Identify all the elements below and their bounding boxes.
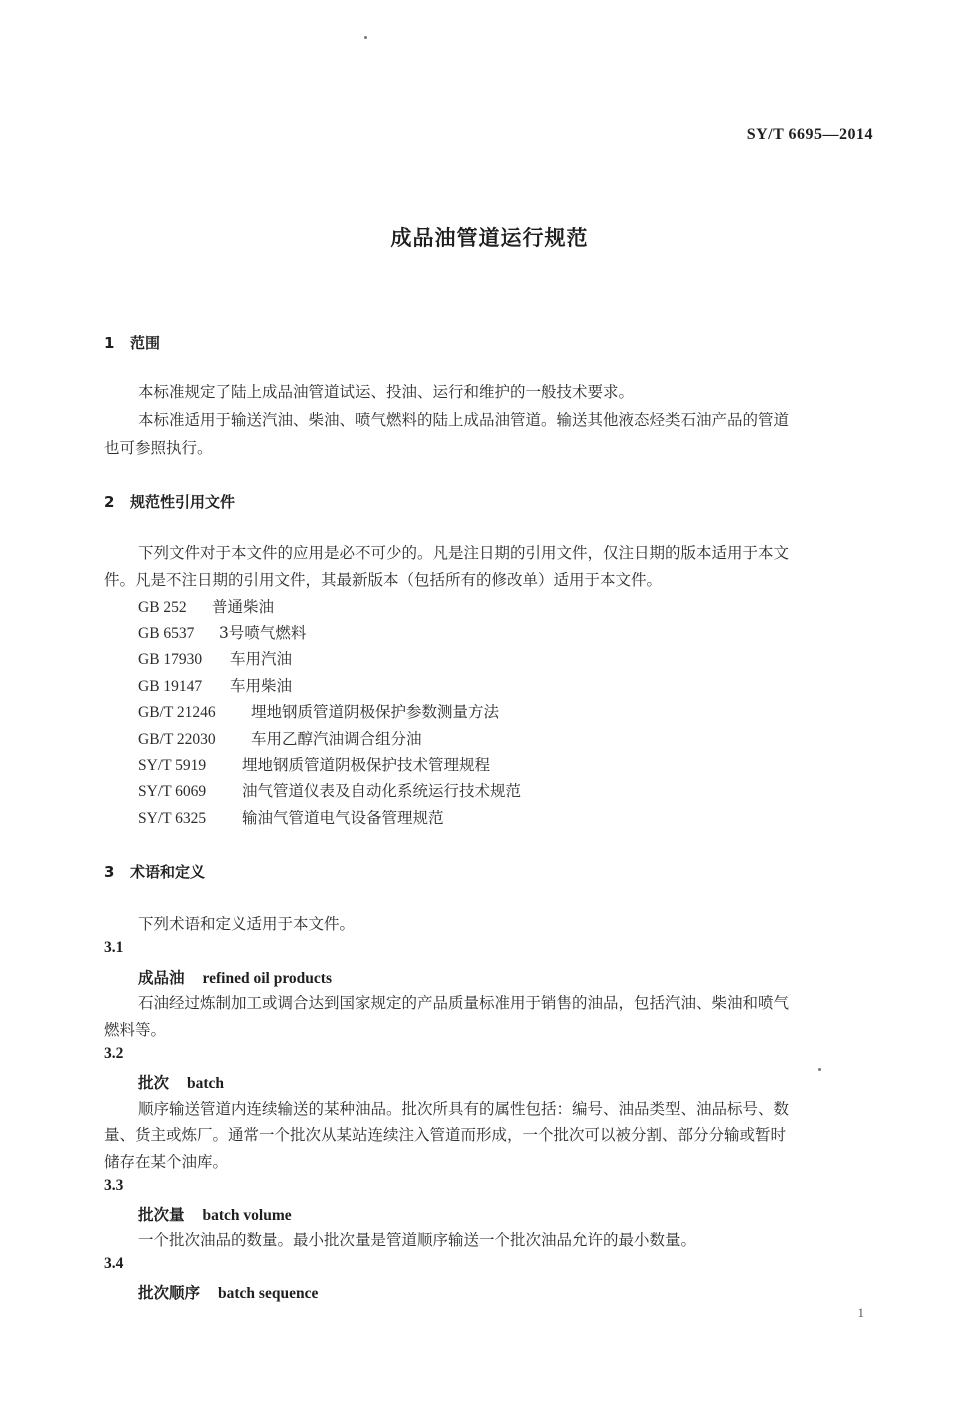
section-heading bbox=[104, 491, 235, 512]
reference-code: SY/T 6069 bbox=[138, 783, 207, 800]
reference-item bbox=[138, 806, 444, 828]
reference-item bbox=[138, 779, 521, 801]
reference-code: GB/T 22030 bbox=[138, 731, 216, 748]
term-en: refined oil products bbox=[202, 970, 332, 987]
term-definition: 储存在某个油库。 bbox=[104, 1153, 229, 1171]
term-definition: 量、货主或炼厂。通常一个批次从某站连续注入管道而形成，一个批次可以被分割、部分分输或暂时 bbox=[104, 1126, 787, 1144]
reference-code: SY/T 5919 bbox=[138, 757, 207, 774]
section-heading bbox=[104, 332, 160, 353]
paragraph: 本标准规定了陆上成品油管道试运、投油、运行和维护的一般技术要求。 bbox=[138, 383, 635, 401]
section-title: 规范性引用文件 bbox=[130, 493, 236, 511]
term-number: 3.1 bbox=[104, 939, 124, 956]
document-title: 成品油管道运行规范 bbox=[390, 226, 589, 250]
term-en: batch sequence bbox=[218, 1285, 319, 1302]
reference-name: 车用汽油 bbox=[230, 650, 293, 668]
term-number: 3.3 bbox=[104, 1177, 124, 1194]
term-title bbox=[138, 1203, 292, 1225]
term-definition: 一个批次油品的数量。最小批次量是管道顺序输送一个批次油品允许的最小数量。 bbox=[138, 1231, 697, 1249]
section-number: 3 bbox=[104, 863, 115, 881]
term-title bbox=[138, 1281, 318, 1303]
reference-code: GB 17930 bbox=[138, 651, 203, 668]
term-title bbox=[138, 1071, 224, 1093]
reference-name: 油气管道仪表及自动化系统运行技术规范 bbox=[242, 782, 522, 800]
reference-name: 埋地钢质管道阴极保护技术管理规程 bbox=[242, 756, 491, 774]
paragraph: 也可参照执行。 bbox=[104, 439, 213, 457]
section-number: 2 bbox=[104, 493, 115, 511]
reference-name: 车用乙醇汽油调合组分油 bbox=[251, 730, 422, 748]
reference-name: 普通柴油 bbox=[212, 598, 275, 616]
reference-code: GB 252 bbox=[138, 599, 187, 616]
term-title bbox=[138, 966, 332, 988]
term-zh: 成品油 bbox=[138, 969, 185, 987]
term-definition: 顺序输送管道内连续输送的某种油品。批次所具有的属性包括：编号、油品类型、油品标号、数 bbox=[138, 1100, 790, 1118]
paragraph: 下列文件对于本文件的应用是必不可少的。凡是注日期的引用文件，仅注日期的版本适用于本文 bbox=[138, 544, 790, 562]
reference-code: SY/T 6325 bbox=[138, 810, 207, 827]
reference-item bbox=[138, 647, 292, 669]
reference-name: 车用柴油 bbox=[230, 677, 293, 695]
reference-item bbox=[138, 753, 490, 775]
reference-code: GB 6537 bbox=[138, 625, 195, 642]
term-number: 3.4 bbox=[104, 1255, 124, 1272]
scan-speck bbox=[818, 1068, 821, 1071]
term-en: batch bbox=[187, 1075, 225, 1092]
term-definition: 石油经过炼制加工或调合达到国家规定的产品质量标准用于销售的油品，包括汽油、柴油和喷气 bbox=[138, 994, 790, 1012]
section-number: 1 bbox=[104, 334, 115, 352]
standard-code: SY/T 6695—2014 bbox=[746, 126, 873, 143]
page-number: 1 bbox=[857, 1305, 864, 1320]
term-en: batch volume bbox=[202, 1207, 292, 1224]
scan-speck bbox=[364, 36, 367, 39]
reference-item bbox=[138, 595, 274, 617]
reference-item bbox=[138, 700, 499, 722]
term-zh: 批次量 bbox=[138, 1206, 185, 1224]
reference-name: 输油气管道电气设备管理规范 bbox=[242, 809, 444, 827]
reference-code: GB/T 21246 bbox=[138, 704, 216, 721]
section-heading bbox=[104, 861, 205, 882]
section-title: 术语和定义 bbox=[130, 863, 206, 881]
reference-name: 埋地钢质管道阴极保护参数测量方法 bbox=[251, 703, 500, 721]
reference-item bbox=[138, 621, 306, 643]
paragraph: 下列术语和定义适用于本文件。 bbox=[138, 915, 356, 933]
paragraph: 件。凡是不注日期的引用文件，其最新版本（包括所有的修改单）适用于本文件。 bbox=[104, 571, 663, 589]
reference-code: GB 19147 bbox=[138, 678, 203, 695]
term-zh: 批次 bbox=[138, 1074, 170, 1092]
term-zh: 批次顺序 bbox=[138, 1284, 201, 1302]
term-number: 3.2 bbox=[104, 1045, 124, 1062]
paragraph: 本标准适用于输送汽油、柴油、喷气燃料的陆上成品油管道。输送其他液态烃类石油产品的管道 bbox=[138, 411, 790, 429]
reference-item bbox=[138, 674, 292, 696]
reference-item bbox=[138, 727, 422, 749]
term-definition: 燃料等。 bbox=[104, 1021, 167, 1039]
section-title: 范围 bbox=[130, 334, 161, 352]
reference-name: 3号喷气燃料 bbox=[219, 624, 307, 642]
